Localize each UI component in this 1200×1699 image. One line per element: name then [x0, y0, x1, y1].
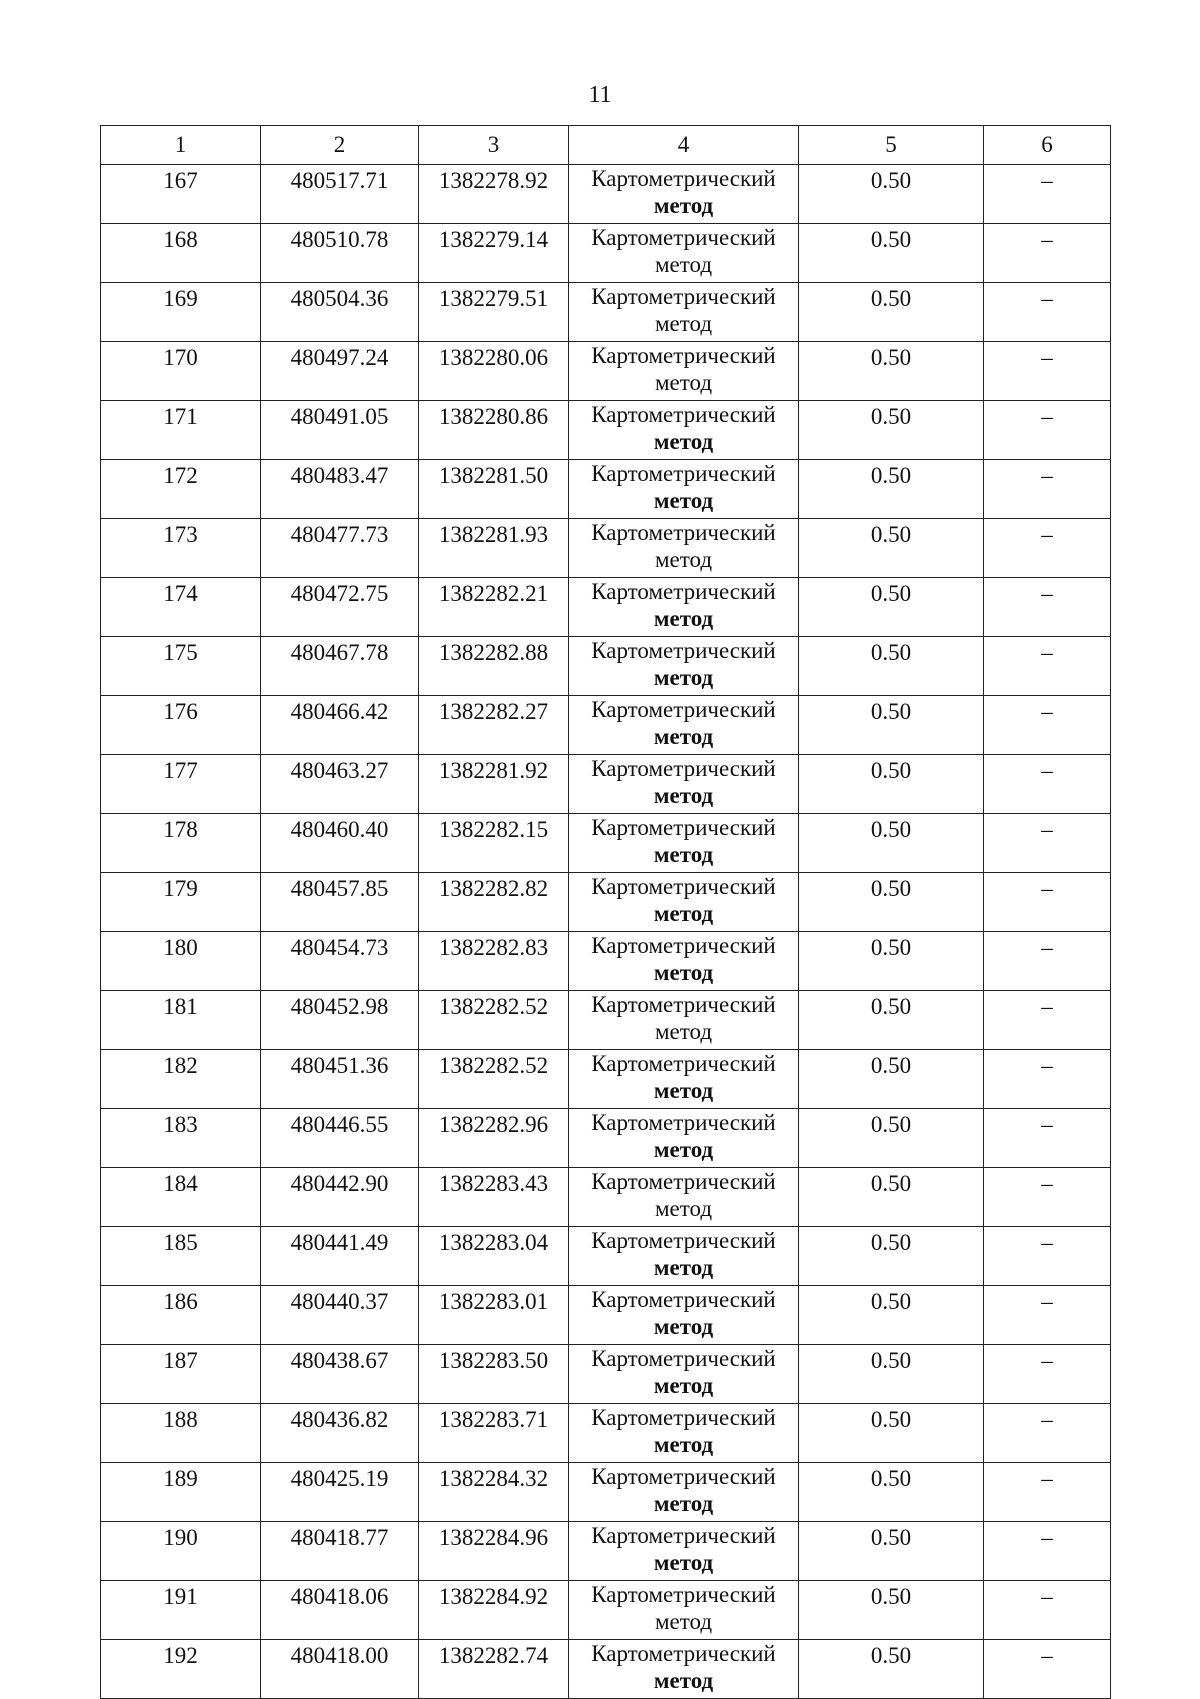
table-row — [101, 1404, 1111, 1463]
method-label: Картометрический — [591, 933, 776, 958]
point-number-cell: 175 — [101, 637, 261, 696]
method-label: Картометрический — [591, 579, 776, 604]
accuracy-cell: 0.50 — [799, 401, 984, 460]
accuracy-cell: 0.50 — [799, 696, 984, 755]
x-coordinate-cell: 480446.55 — [261, 1109, 419, 1168]
method-label: Картометрический — [591, 1464, 776, 1489]
y-coordinate-cell: 1382283.04 — [419, 1227, 569, 1286]
y-coordinate-cell: 1382279.14 — [419, 224, 569, 283]
method-label: Картометрический — [591, 638, 776, 663]
method-label: Картометрический — [591, 815, 776, 840]
note-cell: – — [984, 1522, 1111, 1581]
table-row — [101, 283, 1111, 342]
table-body — [101, 165, 1111, 1699]
header-cell-1: 1 — [101, 126, 261, 165]
method-cell — [569, 1109, 799, 1168]
y-coordinate-cell: 1382282.27 — [419, 696, 569, 755]
table-row — [101, 873, 1111, 932]
table-row — [101, 1286, 1111, 1345]
y-coordinate-cell: 1382282.96 — [419, 1109, 569, 1168]
accuracy-cell: 0.50 — [799, 519, 984, 578]
point-number-cell: 174 — [101, 578, 261, 637]
note-cell: – — [984, 1581, 1111, 1640]
header-cell-4: 4 — [569, 126, 799, 165]
x-coordinate-cell: 480454.73 — [261, 932, 419, 991]
point-number-cell: 181 — [101, 991, 261, 1050]
table-row — [101, 755, 1111, 814]
y-coordinate-cell: 1382279.51 — [419, 283, 569, 342]
note-cell: – — [984, 696, 1111, 755]
table-row — [101, 519, 1111, 578]
y-coordinate-cell: 1382282.82 — [419, 873, 569, 932]
method-cell — [569, 283, 799, 342]
method-sub-label: метод — [653, 1550, 714, 1575]
note-cell: – — [984, 1227, 1111, 1286]
y-coordinate-cell: 1382284.96 — [419, 1522, 569, 1581]
method-label: Картометрический — [591, 1346, 776, 1371]
accuracy-cell: 0.50 — [799, 283, 984, 342]
accuracy-cell: 0.50 — [799, 814, 984, 873]
x-coordinate-cell: 480472.75 — [261, 578, 419, 637]
x-coordinate-cell: 480451.36 — [261, 1050, 419, 1109]
table-row — [101, 991, 1111, 1050]
method-cell — [569, 1227, 799, 1286]
method-sub-label: метод — [653, 724, 714, 749]
method-cell — [569, 519, 799, 578]
accuracy-cell: 0.50 — [799, 1463, 984, 1522]
header-cell-2: 2 — [261, 126, 419, 165]
x-coordinate-cell: 480497.24 — [261, 342, 419, 401]
table-row — [101, 814, 1111, 873]
point-number-cell: 190 — [101, 1522, 261, 1581]
method-cell — [569, 1286, 799, 1345]
point-number-cell: 188 — [101, 1404, 261, 1463]
table-row — [101, 401, 1111, 460]
point-number-cell: 191 — [101, 1581, 261, 1640]
table-row — [101, 1109, 1111, 1168]
method-sub-label: метод — [653, 193, 714, 218]
x-coordinate-cell: 480438.67 — [261, 1345, 419, 1404]
method-label: Картометрический — [591, 1169, 776, 1194]
x-coordinate-cell: 480460.40 — [261, 814, 419, 873]
method-cell — [569, 1640, 799, 1699]
y-coordinate-cell: 1382282.88 — [419, 637, 569, 696]
accuracy-cell: 0.50 — [799, 1404, 984, 1463]
note-cell: – — [984, 1463, 1111, 1522]
table-row — [101, 1345, 1111, 1404]
x-coordinate-cell: 480491.05 — [261, 401, 419, 460]
method-sub-label: метод — [653, 960, 714, 985]
method-label: Картометрический — [591, 1287, 776, 1312]
y-coordinate-cell: 1382284.32 — [419, 1463, 569, 1522]
note-cell: – — [984, 755, 1111, 814]
note-cell: – — [984, 165, 1111, 224]
x-coordinate-cell: 480466.42 — [261, 696, 419, 755]
point-number-cell: 179 — [101, 873, 261, 932]
accuracy-cell: 0.50 — [799, 1345, 984, 1404]
table-row — [101, 578, 1111, 637]
method-label: Картометрический — [591, 225, 776, 250]
y-coordinate-cell: 1382281.93 — [419, 519, 569, 578]
method-cell — [569, 460, 799, 519]
method-label: Картометрический — [591, 1523, 776, 1548]
accuracy-cell: 0.50 — [799, 755, 984, 814]
header-cell-6: 6 — [984, 126, 1111, 165]
point-number-cell: 184 — [101, 1168, 261, 1227]
x-coordinate-cell: 480418.77 — [261, 1522, 419, 1581]
method-label: Картометрический — [591, 1582, 776, 1607]
x-coordinate-cell: 480441.49 — [261, 1227, 419, 1286]
point-number-cell: 177 — [101, 755, 261, 814]
accuracy-cell: 0.50 — [799, 342, 984, 401]
x-coordinate-cell: 480467.78 — [261, 637, 419, 696]
method-label: Картометрический — [591, 166, 776, 191]
method-cell — [569, 873, 799, 932]
y-coordinate-cell: 1382283.71 — [419, 1404, 569, 1463]
point-number-cell: 189 — [101, 1463, 261, 1522]
table-row — [101, 1168, 1111, 1227]
method-sub-label: метод — [654, 311, 713, 336]
method-sub-label: метод — [653, 1137, 714, 1162]
y-coordinate-cell: 1382282.15 — [419, 814, 569, 873]
note-cell: – — [984, 519, 1111, 578]
y-coordinate-cell: 1382282.83 — [419, 932, 569, 991]
point-number-cell: 192 — [101, 1640, 261, 1699]
x-coordinate-cell: 480452.98 — [261, 991, 419, 1050]
table-row — [101, 1227, 1111, 1286]
table-row — [101, 342, 1111, 401]
y-coordinate-cell: 1382280.86 — [419, 401, 569, 460]
header-cell-5: 5 — [799, 126, 984, 165]
note-cell: – — [984, 578, 1111, 637]
point-number-cell: 167 — [101, 165, 261, 224]
method-sub-label: метод — [653, 429, 714, 454]
table-row — [101, 224, 1111, 283]
accuracy-cell: 0.50 — [799, 1109, 984, 1168]
method-cell — [569, 1463, 799, 1522]
accuracy-cell: 0.50 — [799, 637, 984, 696]
note-cell: – — [984, 401, 1111, 460]
table-row — [101, 1463, 1111, 1522]
method-cell — [569, 637, 799, 696]
method-cell — [569, 1345, 799, 1404]
table-row — [101, 165, 1111, 224]
page-number: 11 — [588, 82, 612, 108]
method-sub-label: метод — [653, 665, 714, 690]
accuracy-cell: 0.50 — [799, 460, 984, 519]
method-label: Картометрический — [591, 697, 776, 722]
table-row — [101, 696, 1111, 755]
note-cell: – — [984, 1050, 1111, 1109]
accuracy-cell: 0.50 — [799, 1050, 984, 1109]
header-row — [101, 126, 1111, 165]
table-row — [101, 1581, 1111, 1640]
point-number-cell: 183 — [101, 1109, 261, 1168]
note-cell: – — [984, 1286, 1111, 1345]
method-cell — [569, 401, 799, 460]
accuracy-cell: 0.50 — [799, 1168, 984, 1227]
point-number-cell: 186 — [101, 1286, 261, 1345]
x-coordinate-cell: 480442.90 — [261, 1168, 419, 1227]
y-coordinate-cell: 1382282.21 — [419, 578, 569, 637]
method-sub-label: метод — [653, 1314, 714, 1339]
note-cell: – — [984, 342, 1111, 401]
x-coordinate-cell: 480463.27 — [261, 755, 419, 814]
note-cell: – — [984, 814, 1111, 873]
x-coordinate-cell: 480517.71 — [261, 165, 419, 224]
method-cell — [569, 578, 799, 637]
method-label: Картометрический — [591, 402, 776, 427]
note-cell: – — [984, 1168, 1111, 1227]
table-row — [101, 1522, 1111, 1581]
y-coordinate-cell: 1382280.06 — [419, 342, 569, 401]
method-label: Картометрический — [591, 1110, 776, 1135]
method-label: Картометрический — [591, 343, 776, 368]
point-number-cell: 168 — [101, 224, 261, 283]
accuracy-cell: 0.50 — [799, 224, 984, 283]
point-number-cell: 187 — [101, 1345, 261, 1404]
method-label: Картометрический — [591, 992, 776, 1017]
method-cell — [569, 1050, 799, 1109]
x-coordinate-cell: 480457.85 — [261, 873, 419, 932]
method-label: Картометрический — [591, 284, 776, 309]
method-sub-label: метод — [653, 1078, 714, 1103]
accuracy-cell: 0.50 — [799, 578, 984, 637]
y-coordinate-cell: 1382281.92 — [419, 755, 569, 814]
method-sub-label: метод — [653, 1432, 714, 1457]
method-label: Картометрический — [591, 1051, 776, 1076]
method-sub-label: метод — [654, 252, 713, 277]
method-sub-label: метод — [653, 1668, 714, 1693]
point-number-cell: 173 — [101, 519, 261, 578]
method-sub-label: метод — [653, 1255, 714, 1280]
accuracy-cell: 0.50 — [799, 873, 984, 932]
method-cell — [569, 1581, 799, 1640]
method-cell — [569, 224, 799, 283]
x-coordinate-cell: 480436.82 — [261, 1404, 419, 1463]
x-coordinate-cell: 480418.06 — [261, 1581, 419, 1640]
header-cell-3: 3 — [419, 126, 569, 165]
method-sub-label: метод — [653, 1491, 714, 1516]
point-number-cell: 182 — [101, 1050, 261, 1109]
y-coordinate-cell: 1382278.92 — [419, 165, 569, 224]
method-cell — [569, 342, 799, 401]
method-cell — [569, 1168, 799, 1227]
note-cell: – — [984, 224, 1111, 283]
method-cell — [569, 1522, 799, 1581]
point-number-cell: 180 — [101, 932, 261, 991]
accuracy-cell: 0.50 — [799, 1581, 984, 1640]
x-coordinate-cell: 480440.37 — [261, 1286, 419, 1345]
method-label: Картометрический — [591, 520, 776, 545]
method-label: Картометрический — [591, 756, 776, 781]
accuracy-cell: 0.50 — [799, 932, 984, 991]
x-coordinate-cell: 480418.00 — [261, 1640, 419, 1699]
note-cell: – — [984, 637, 1111, 696]
table-row — [101, 637, 1111, 696]
method-label: Картометрический — [591, 1405, 776, 1430]
method-sub-label: метод — [654, 1196, 713, 1221]
y-coordinate-cell: 1382282.52 — [419, 1050, 569, 1109]
point-number-cell: 169 — [101, 283, 261, 342]
note-cell: – — [984, 873, 1111, 932]
method-sub-label: метод — [654, 547, 713, 572]
method-label: Картометрический — [591, 874, 776, 899]
y-coordinate-cell: 1382282.74 — [419, 1640, 569, 1699]
method-sub-label: метод — [653, 1373, 714, 1398]
method-label: Картометрический — [591, 461, 776, 486]
note-cell: – — [984, 1404, 1111, 1463]
note-cell: – — [984, 932, 1111, 991]
accuracy-cell: 0.50 — [799, 165, 984, 224]
point-number-cell: 170 — [101, 342, 261, 401]
method-cell — [569, 1404, 799, 1463]
table-row — [101, 1640, 1111, 1699]
y-coordinate-cell: 1382284.92 — [419, 1581, 569, 1640]
accuracy-cell: 0.50 — [799, 1640, 984, 1699]
note-cell: – — [984, 1345, 1111, 1404]
y-coordinate-cell: 1382283.50 — [419, 1345, 569, 1404]
x-coordinate-cell: 480477.73 — [261, 519, 419, 578]
method-sub-label: метод — [653, 488, 714, 513]
accuracy-cell: 0.50 — [799, 991, 984, 1050]
method-cell — [569, 932, 799, 991]
accuracy-cell: 0.50 — [799, 1286, 984, 1345]
method-cell — [569, 991, 799, 1050]
accuracy-cell: 0.50 — [799, 1522, 984, 1581]
method-cell — [569, 755, 799, 814]
method-label: Картометрический — [591, 1641, 776, 1666]
note-cell: – — [984, 460, 1111, 519]
table-row — [101, 460, 1111, 519]
method-cell — [569, 165, 799, 224]
method-sub-label: метод — [653, 606, 714, 631]
note-cell: – — [984, 1109, 1111, 1168]
note-cell: – — [984, 283, 1111, 342]
x-coordinate-cell: 480425.19 — [261, 1463, 419, 1522]
point-number-cell: 172 — [101, 460, 261, 519]
point-number-cell: 171 — [101, 401, 261, 460]
x-coordinate-cell: 480504.36 — [261, 283, 419, 342]
note-cell: – — [984, 1640, 1111, 1699]
x-coordinate-cell: 480510.78 — [261, 224, 419, 283]
note-cell: – — [984, 991, 1111, 1050]
coordinates-table — [100, 125, 1111, 1699]
y-coordinate-cell: 1382283.43 — [419, 1168, 569, 1227]
x-coordinate-cell: 480483.47 — [261, 460, 419, 519]
method-sub-label: метод — [654, 370, 713, 395]
accuracy-cell: 0.50 — [799, 1227, 984, 1286]
method-cell — [569, 696, 799, 755]
table-row — [101, 932, 1111, 991]
method-sub-label: метод — [653, 901, 714, 926]
method-sub-label: метод — [653, 842, 714, 867]
point-number-cell: 176 — [101, 696, 261, 755]
y-coordinate-cell: 1382283.01 — [419, 1286, 569, 1345]
method-sub-label: метод — [653, 783, 714, 808]
point-number-cell: 178 — [101, 814, 261, 873]
table-row — [101, 1050, 1111, 1109]
method-sub-label: метод — [654, 1609, 713, 1634]
method-sub-label: метод — [654, 1019, 713, 1044]
method-cell — [569, 814, 799, 873]
method-label: Картометрический — [591, 1228, 776, 1253]
y-coordinate-cell: 1382281.50 — [419, 460, 569, 519]
point-number-cell: 185 — [101, 1227, 261, 1286]
y-coordinate-cell: 1382282.52 — [419, 991, 569, 1050]
